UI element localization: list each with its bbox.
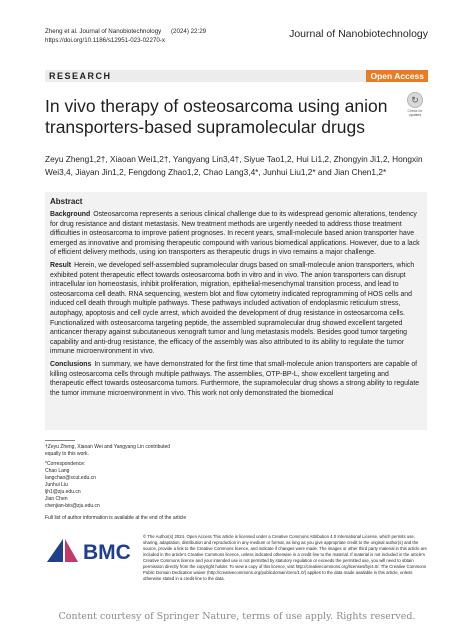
abstract-conclusions [50, 360, 422, 398]
correspondent-name: Chao Lang [45, 468, 70, 474]
refresh-icon: ↻ [407, 92, 423, 108]
bmc-logo [45, 529, 135, 565]
conclusions-label: Conclusions [50, 360, 92, 368]
correspondent-email[interactable]: ljh1@zju.edu.cn [45, 489, 81, 495]
conclusions-text: In summary, we have demonstrated for the first time that small-molecule anion transporters are capable of killing osteosarcoma cells through multiple pathways. The assemblies, OTP-BP-L, show excellent targeting and therapeutic effect towards osteosarcoma tumors. Furthermore, the supramolecular drug shows a strong ability to regulate the tumor immune microenvironment in vivo. This work not only demonstrated the biomedical [50, 360, 420, 397]
abstract-background [50, 210, 422, 258]
year-volume: (2024) 22:29 [171, 28, 207, 35]
author-notes [45, 440, 175, 510]
abstract-body [50, 210, 422, 401]
section-banner [45, 70, 428, 82]
result-text: Herein, we developed self-assembled supramolecular drugs based on small-molecule anion transporters, which exhibited potent therapeutic effect towards osteosarcoma both in vitro and in vivo. The anion transporters can disrupt intracellular ion homeostasis, inhibit proliferation, migration, epithelial-mesenchymal transition process, and lead to osteosarcoma cell death. RNA sequencing, western blot and flow cytometry indicated reprogramming of HOS cells and induced cell death through multiple pathways. These pathways included activation of endoplasmic reticulum stress, autophagy, apoptosis and cell cycle arrest, which avoided the development of drug resistance in osteosarcoma cells. Functionalized with osteosarcoma targeting peptide, the assembled supramolecular drug showed excellent targeted anticancer therapy against subcutaneous xenograft tumor and lung metastasis models. Besides good tumor targeting capability and anti-drug resistance, the efficacy of the assembly was also attributed to its ability to regulate the tumor immune microenvironment in vivo. [50, 261, 415, 356]
correspondent-email[interactable]: chenjian-bio@zju.edu.cn [45, 503, 100, 509]
correspondence-label: *Correspondence: [45, 461, 86, 467]
logo-triangle-pink [65, 539, 78, 562]
license-text: © The Author(s) 2024. Open Access This article is licensed under a Creative Commons Attribution 4.0 International License, which permits use, sharing, adaptation, distribution and reproduction in any medium or format, as long as you give appropriate credit to the original author(s) and the source, provide a link to the Creative Commons licence, and indicate if changes were made. The images or other third party material in this article are included in the article's Creative Commons licence, unless indicated otherwise in a credit line to the material. If material is not included in the article's Creative Commons licence and your intended use is not permitted by statutory regulation or exceeds the permitted use, you will need to obtain permission directly from the copyright holder. To view a copy of this licence, visit http://creativecommons.org/licenses/by/4.0/. The Creative Commons Public Domain Dedication waiver (http://creativecommons.org/publicdomain/zero/1.0/) applies to the data made available in this article, unless otherwise stated in a credit line to the data. [143, 534, 427, 581]
full-author-info-note: Full list of author information is available at the end of the article [45, 515, 187, 521]
author-list: Zeyu Zheng1,2†, Xiaoan Wei1,2†, Yangyang Lin3,4†, Siyue Tao1,2, Hui Li1,2, Zhongyin Ji1,2, Hongxin Wei3,4, Jiayan Jin1,2, Fengdong Zhao1,2, Chao Lang3,4*, Junhui Liu1,2* and Jian Chen1,2* [45, 154, 423, 177]
background-label: Background [50, 211, 91, 218]
check-for-updates-button[interactable] [404, 92, 426, 118]
citation-text: Zheng et al. Journal of Nanobiotechnology [45, 28, 162, 35]
citation-header [45, 28, 207, 45]
article-title: In vivo therapy of osteosarcoma using anion transporters-based supramolecular drugs [45, 96, 388, 137]
correspondent-name: Jian Chen [45, 496, 68, 502]
notes-divider [45, 440, 75, 441]
doi-link[interactable]: https://doi.org/10.1186/s12951-023-02270-x [45, 36, 165, 44]
check-updates-label: Check for updates [407, 109, 423, 117]
abstract-heading: Abstract [50, 197, 83, 206]
background-text: Osteosarcoma represents a serious clinical challenge due to its widespread genomic alterations, tendency for drug resistance and distant metastasis. New treatment methods are urgently needed to address those treatment difficulties in osteosarcoma to improve patient prognoses. In recent years, small-molecule based anion transporter have emerged as innovative and promising therapeutic compound with various biomedical applications. However, due to a lack of efficient delivery methods, using ion transporters as therapeutic drugs in vivo remains a major challenge. [50, 211, 420, 257]
open-access-badge: Open Access [366, 70, 428, 82]
abstract-result [50, 261, 422, 357]
correspondent-email[interactable]: langchao@scut.edu.cn [45, 475, 96, 481]
result-label: Result [50, 261, 72, 269]
abstract-box [45, 192, 427, 430]
copyright-footer: Content courtesy of Springer Nature, terms of use apply. Rights reserved. [58, 611, 416, 622]
logo-text: BMC [83, 541, 131, 564]
journal-name: Journal of Nanobiotechnology [289, 28, 428, 40]
equal-contribution-note: †Zeyu Zheng, Xiaoan Wei and Yangyang Lin contributed equally to this work. [45, 444, 171, 457]
correspondent-name: Junhui Liu [45, 482, 68, 488]
section-label: RESEARCH [49, 71, 112, 81]
logo-triangle-blue [47, 539, 63, 562]
